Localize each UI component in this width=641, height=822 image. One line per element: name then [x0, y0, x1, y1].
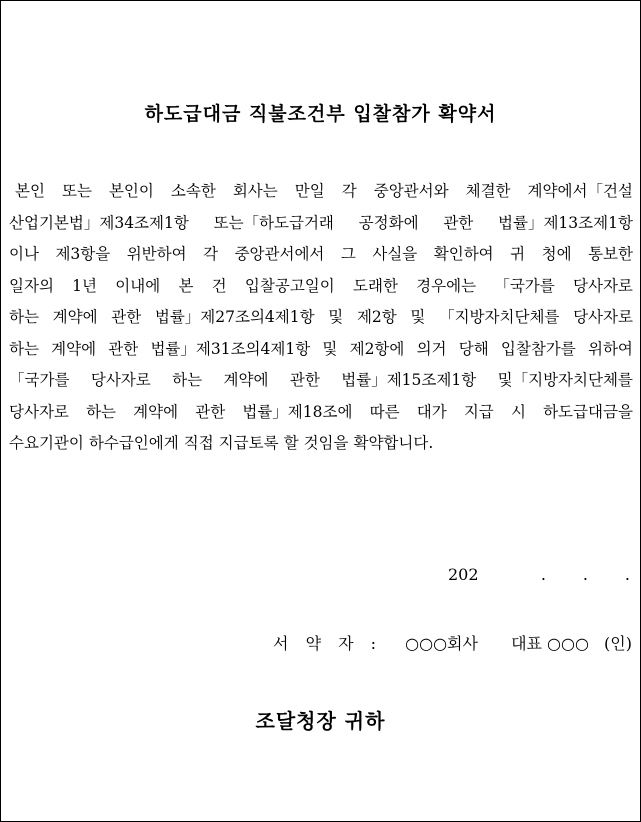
body-word: 당사자로 — [90, 371, 151, 389]
company-name: ○○○회사 — [405, 634, 478, 653]
body-word: 청에 — [541, 245, 572, 263]
body-word: 계약에 — [52, 308, 98, 326]
body-word: 하도급대금을 — [543, 402, 633, 421]
body-word: 및「지방자치단체를 — [497, 371, 633, 389]
body-word: 위반하여 — [126, 245, 187, 263]
seal-mark: (인) — [604, 634, 632, 653]
body-word: 지급 — [463, 402, 494, 421]
body-word: 관한 — [111, 308, 142, 326]
body-word: 이나 — [9, 245, 39, 263]
body-line — [9, 181, 633, 213]
body-word: 또는 — [61, 182, 92, 200]
body-word: 제3항을 — [55, 245, 111, 263]
signature-line — [273, 631, 632, 654]
body-word: 만일 — [294, 182, 325, 200]
body-line — [9, 244, 633, 276]
body-word: 계약에 — [133, 402, 179, 421]
body-word: 하수급인에게 — [88, 434, 179, 452]
body-word: 법률」제27조의4제1항 — [154, 308, 315, 326]
body-word: 제2항에 — [349, 339, 405, 358]
body-word: 또는「하도급거래 — [213, 213, 334, 232]
representative-name: 대표 ○○○ — [511, 634, 589, 653]
body-word: 관한 — [195, 402, 226, 421]
body-word: 일자의 — [9, 276, 54, 295]
body-word: 하는 — [172, 371, 203, 389]
date-line — [448, 565, 630, 584]
body-word: 당해 — [458, 339, 489, 358]
body-line — [9, 307, 633, 339]
body-word: 당사자로 — [9, 402, 69, 421]
body-word: 관한 — [289, 371, 320, 389]
body-word: 통보한 — [588, 245, 633, 263]
body-word: 대가 — [416, 402, 447, 421]
body-word: 사실을 — [372, 245, 418, 263]
body-word: 및 — [322, 339, 338, 358]
body-word: 하는 — [9, 308, 39, 326]
body-line — [9, 276, 633, 308]
body-word: 및 — [328, 308, 344, 326]
date-separator: . — [624, 565, 630, 584]
body-word: 제2항 — [356, 308, 397, 326]
signer-label: 서 약 자 : — [273, 634, 383, 653]
body-word: 소속한 — [170, 182, 216, 200]
body-word: 지급토록 — [218, 434, 279, 452]
body-word: 의거 — [416, 339, 447, 358]
body-word: 이내에 — [115, 276, 161, 295]
body-word: 본 — [178, 276, 194, 295]
body-word: 체결한 — [465, 182, 511, 200]
body-word: 각 — [203, 245, 219, 263]
body-word: 「국가를 — [9, 371, 70, 389]
body-word: 산업기본법」제34조제1항 — [9, 213, 189, 232]
body-word: 계약에서「건설 — [527, 182, 633, 200]
body-word: 도래한 — [353, 276, 398, 295]
body-word: 「지방자치단체를 — [439, 308, 560, 326]
body-word: 것임을 — [303, 434, 349, 452]
body-word: 확약합니다. — [353, 434, 434, 452]
body-word: 할 — [283, 434, 299, 452]
pledge-body — [9, 181, 633, 465]
body-word: 입찰공고일이 — [244, 276, 335, 295]
body-word: 중앙관서에서 — [234, 245, 325, 263]
body-word: 시 — [510, 402, 526, 421]
addressee: 조달청장 귀하 — [255, 709, 386, 733]
body-word: 계약에 — [223, 371, 269, 389]
date-separator: . — [540, 565, 546, 584]
body-word: 귀 — [510, 245, 526, 263]
body-word: 당사자로 — [573, 308, 633, 326]
body-word: 경우에는 — [416, 276, 477, 295]
body-word: 「국가를 — [494, 276, 555, 295]
body-line — [9, 402, 633, 434]
date-year: 202 — [448, 565, 479, 584]
body-word: 하는 — [86, 402, 117, 421]
body-word: 관한 — [108, 339, 139, 358]
body-word: 당사자로 — [573, 276, 633, 295]
body-word: 1년 — [72, 276, 98, 295]
body-line — [9, 213, 633, 245]
body-word: 공정화에 — [358, 213, 419, 232]
body-line — [9, 339, 633, 371]
body-word: 본인이 — [108, 182, 154, 200]
document-title: 하도급대금 직불조건부 입찰참가 확약서 — [144, 103, 497, 125]
body-word: 본인 — [15, 182, 45, 200]
body-line — [9, 433, 633, 465]
body-word: 계약에 — [51, 339, 97, 358]
body-word: 관한 — [443, 213, 474, 232]
body-word: 및 — [410, 308, 426, 326]
body-word: 그 — [340, 245, 356, 263]
body-word: 중앙관서와 — [373, 182, 449, 200]
body-word: 법률」제15조제1항 — [341, 371, 477, 389]
body-word: 수요기관이 — [9, 434, 84, 452]
body-word: 법률」제31조의4제1항 — [150, 339, 311, 358]
body-word: 각 — [341, 182, 357, 200]
body-line — [9, 370, 633, 402]
body-word: 따른 — [369, 402, 400, 421]
body-word: 입찰참가를 — [500, 339, 576, 358]
body-word: 회사는 — [232, 182, 278, 200]
body-word: 위하여 — [587, 339, 633, 358]
body-word: 법률」제18조에 — [242, 402, 353, 421]
body-word: 건 — [211, 276, 227, 295]
body-word: 직접 — [183, 434, 214, 452]
body-word: 확인하여 — [433, 245, 494, 263]
date-separator: . — [582, 565, 588, 584]
body-word: 법률」제13조제1항 — [498, 213, 633, 232]
body-word: 하는 — [9, 339, 39, 358]
